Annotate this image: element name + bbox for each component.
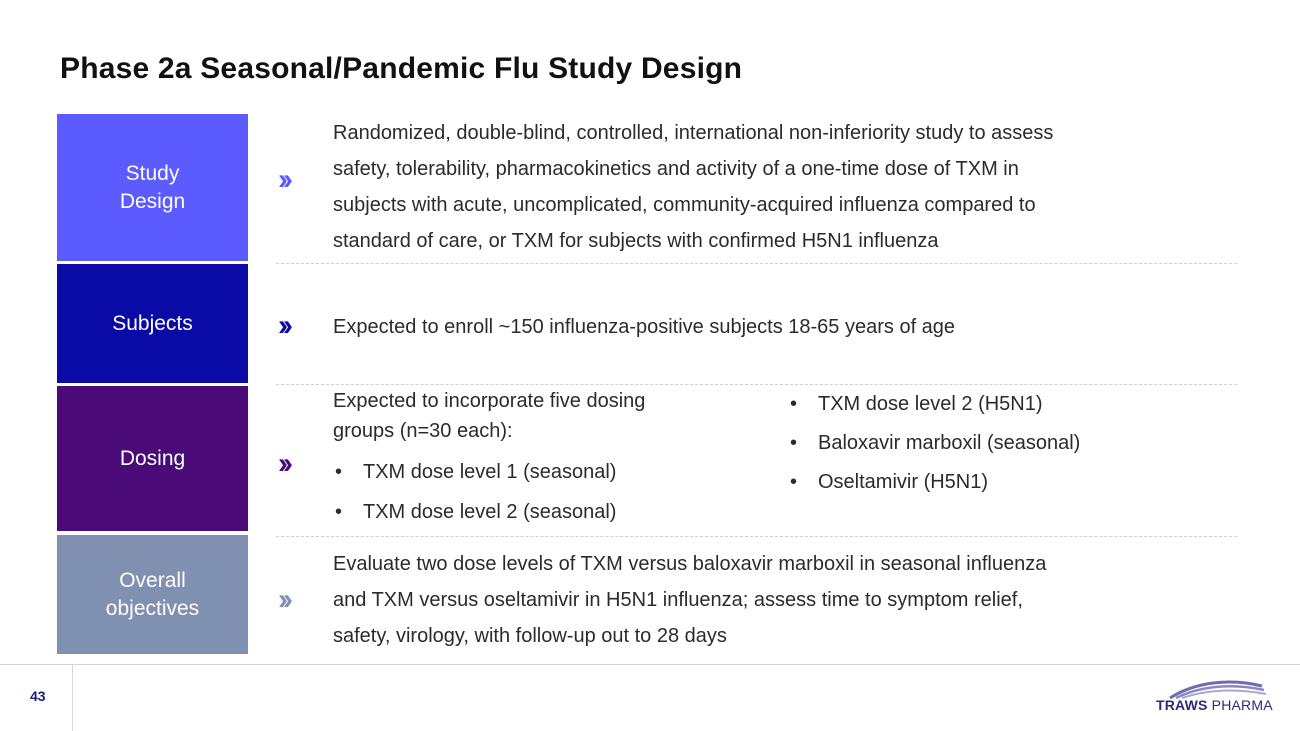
double-chevron-right-icon: ›› — [278, 163, 288, 196]
logo-bold-text: TRAWS — [1156, 697, 1208, 713]
dosing-label: Dosing — [57, 386, 248, 531]
text-line: standard of care, or TXM for subjects with confirmed H5N1 influenza — [333, 230, 939, 252]
objectives-label: Overall objectives — [57, 535, 248, 654]
objectives-text — [333, 546, 1046, 654]
text-line: and TXM versus oseltamivir in H5N1 influenza; assess time to symptom relief, — [333, 589, 1023, 611]
text-line: safety, virology, with follow-up out to 28 days — [333, 625, 727, 647]
bullet-item: • TXM dose level 1 (seasonal) — [333, 452, 753, 492]
text-line: Evaluate two dose levels of TXM versus baloxavir marboxil in seasonal influenza — [333, 553, 1047, 575]
dosing-text-left — [333, 386, 753, 532]
text-line: Randomized, double-blind, controlled, international non-inferiority study to assess — [333, 122, 1054, 144]
bullet-item: • Baloxavir marboxil (seasonal) — [788, 424, 1080, 463]
double-chevron-right-icon: ›› — [278, 447, 288, 480]
logo-rest-text: PHARMA — [1207, 697, 1273, 713]
subjects-text: Expected to enroll ~150 influenza-positive subjects 18-65 years of age — [333, 316, 956, 338]
footer-divider — [0, 664, 1300, 665]
bullet-item: • TXM dose level 2 (seasonal) — [333, 492, 753, 532]
footer-separator — [72, 665, 73, 731]
double-chevron-right-icon: ›› — [278, 583, 288, 616]
study-design-text — [333, 115, 1053, 259]
bullet-item: • Oseltamivir (H5N1) — [788, 463, 1080, 502]
text-line: safety, tolerability, pharmacokinetics and activity of a one-time dose of TXM in — [333, 158, 1019, 180]
page-title: Phase 2a Seasonal/Pandemic Flu Study Design — [60, 52, 743, 85]
bullet-item: • TXM dose level 2 (H5N1) — [788, 385, 1080, 424]
text-line: subjects with acute, uncomplicated, community-acquired influenza compared to — [333, 194, 1036, 216]
dosing-text-right — [788, 385, 1080, 502]
dosing-intro-line: Expected to incorporate five dosing — [333, 390, 646, 412]
divider — [276, 536, 1237, 537]
double-chevron-right-icon: ›› — [278, 309, 288, 342]
page-number: 43 — [30, 688, 46, 704]
logo-wordmark — [1156, 697, 1273, 713]
study-design-label: Study Design — [57, 114, 248, 261]
divider — [276, 384, 1237, 385]
dosing-intro-line: groups (n=30 each): — [333, 420, 513, 442]
divider — [276, 263, 1237, 264]
subjects-label: Subjects — [57, 264, 248, 383]
